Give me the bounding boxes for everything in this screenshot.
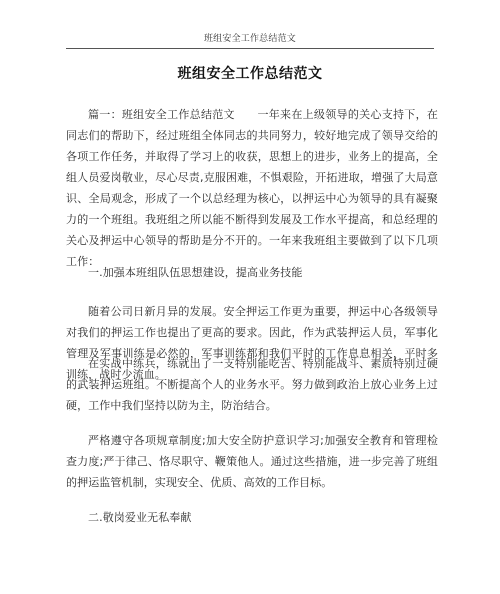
paragraph-rules: 严格遵守各项规章制度;加大安全防护意识学习;加强安全教育和管理检查力度;严于律己、恪尽职守、鞭策他人。通过这些措施，进一步完善了班组的押运监管机制，实现安全、优质、高效的工作目标。 <box>66 434 438 489</box>
section-heading-1: 一.加强本班组队伍思想建设，提高业务技能 <box>88 266 303 279</box>
paragraph-development: 随着公司日新月异的发展。安全押运工作更为重要，押运中心各级领导对我们的押运工作也提出了更高的要求。因此，作为武装押运人员，军事化管理及军事训练是必然的，军事训练都和我们平时的工作息息相关，平时多训练，战时少流血。 <box>66 305 438 381</box>
header-divider <box>66 48 434 49</box>
section-heading-2: 二.敬岗爱业无私奉献 <box>88 511 192 524</box>
paragraph-training: 在实战中练兵，练就出了一支特别能吃苦、特别能战斗、素质特别过硬的武装押运班组。不断提高个人的业务水平。努力做到政治上放心业务上过硬，工作中我们坚持以防为主，防治结合。 <box>66 357 438 412</box>
running-header: 班组安全工作总结范文 <box>203 34 296 44</box>
document-title: 班组安全工作总结范文 <box>177 66 323 82</box>
paragraph-intro: 篇一：班组安全工作总结范文 一年来在上级领导的关心支持下，在同志们的帮助下，经过班组全体同志的共同努力，较好地完成了领导交给的各项工作任务，并取得了学习上的收获，思想上的进步，业务上的提高，全组人员爱岗敬业，尽心尽责,克服困难，不惧艰险，开拓进取，增强了大局意识、全局观念，形成了一个以总经理为核心，以押运中心为领导的具有凝聚力的一个班组。我班组之所以能不断得到发展及工作水平提高，和总经理的关心及押运中心领导的帮助是分不开的。一年来我班组主要做到了以下几项工作： <box>66 108 438 268</box>
